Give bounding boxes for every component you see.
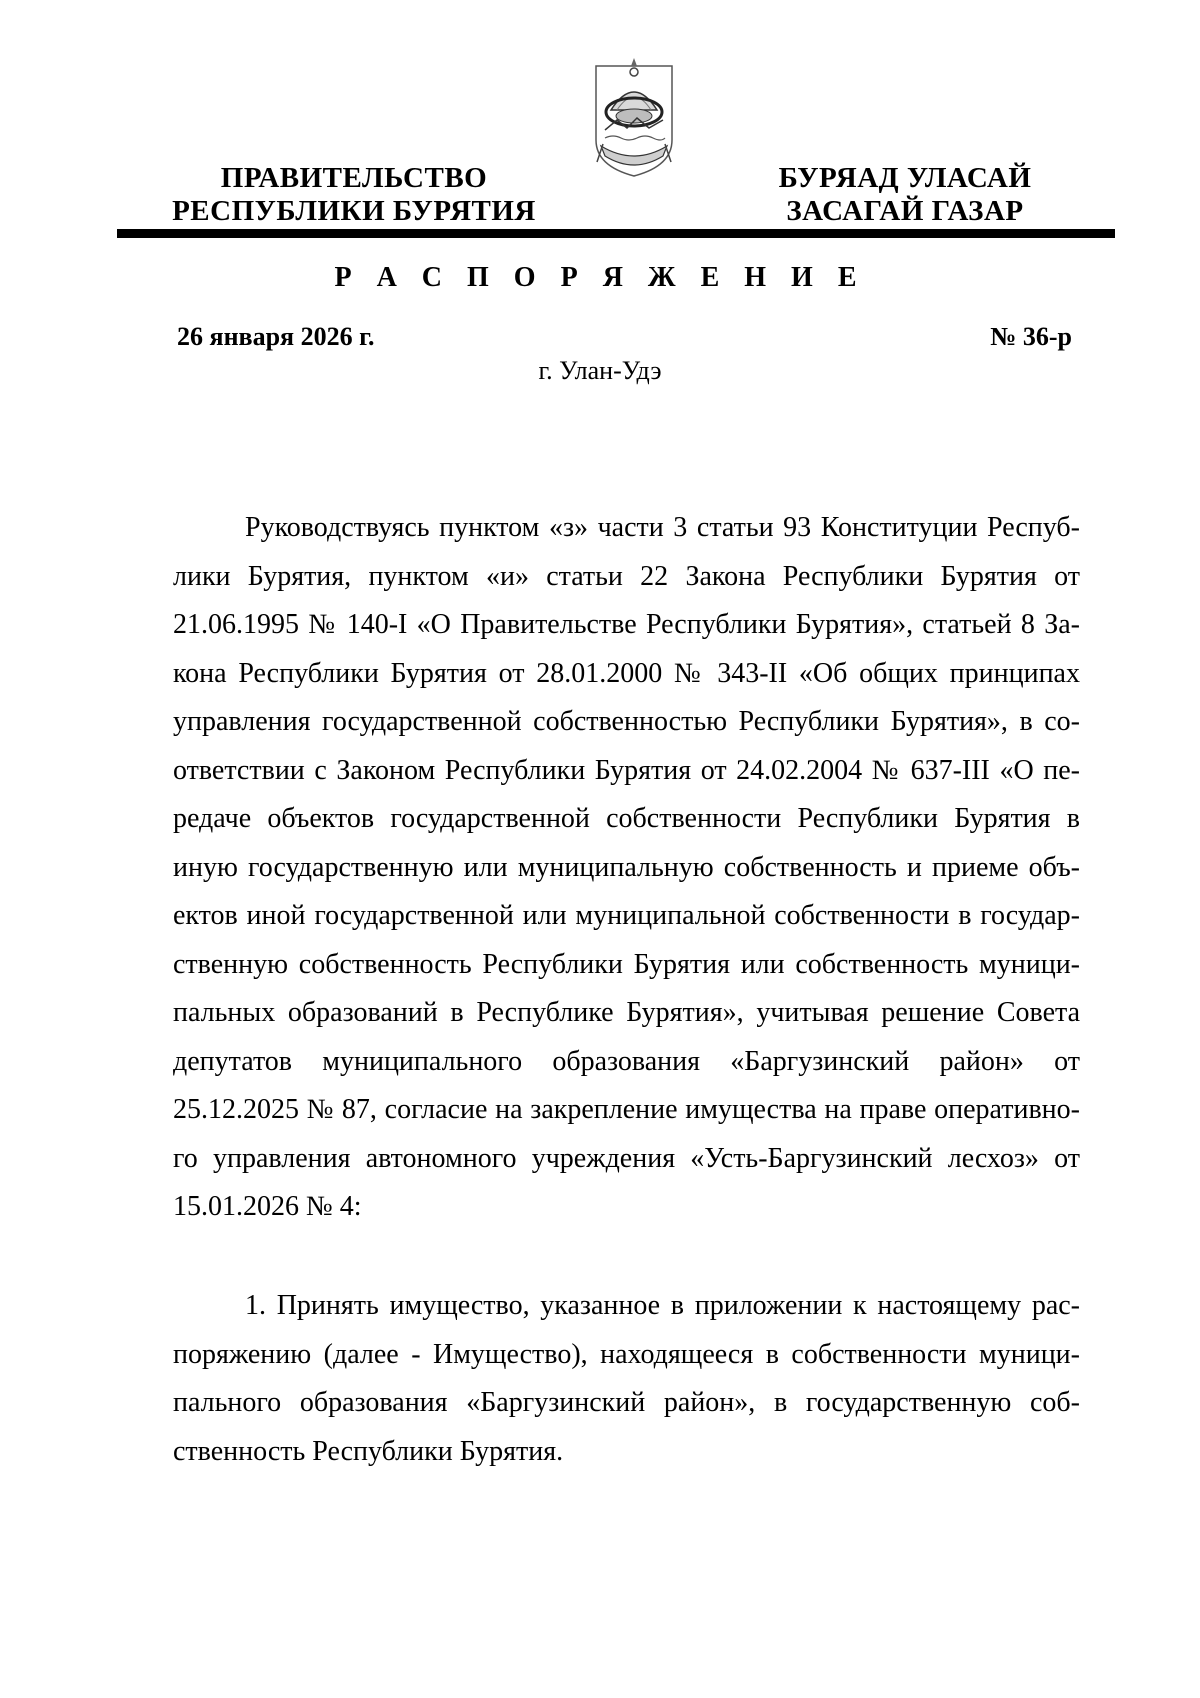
document-type-title: Р А С П О Р Я Ж Е Н И Е [334, 262, 866, 293]
document-number: № 36-р [990, 322, 1072, 351]
text-line: управления государственной собственностью Республики Бурятия», в со- [173, 706, 1080, 737]
org-left-line2: РЕСПУБЛИКИ БУРЯТИЯ [172, 195, 536, 227]
text-line: Руководствуясь пунктом «з» части 3 статьи 93 Конституции Респуб- [245, 512, 1080, 543]
text-line: лики Бурятия, пунктом «и» статьи 22 Закона Республики Бурятия от [173, 560, 1080, 592]
text-line: 21.06.1995 № 140-I «О Правительстве Республики Бурятия», статьей 8 За- [173, 609, 1080, 640]
document-city: г. Улан-Удэ [538, 356, 662, 385]
text-line: редаче объектов государственной собственности Республики Бурятия в [173, 803, 1080, 834]
text-line: пального образования «Баргузинский район», в государственную соб- [173, 1387, 1080, 1418]
text-line: ственную собственность Республики Бурятия или собственность муници- [173, 948, 1080, 980]
org-left-line1: ПРАВИТЕЛЬСТВО [220, 162, 488, 194]
document-date: 26 января 2026 г. [177, 322, 375, 351]
org-right-line1: БУРЯАД УЛАСАЙ [778, 162, 1032, 194]
header-divider [117, 229, 1115, 238]
text-line: го управления автономного учреждения «Усть-Баргузинский лесхоз» от [173, 1142, 1080, 1174]
text-line: 15.01.2026 № 4: [173, 1191, 362, 1222]
text-line: депутатов муниципального образования «Баргузинский район» от [173, 1045, 1080, 1077]
text-line: поряжению (далее - Имущество), находящееся в собственности муници- [173, 1338, 1080, 1370]
text-line: ственность Республики Бурятия. [173, 1435, 564, 1467]
text-line: 1. Принять имущество, указанное в приложении к настоящему рас- [245, 1290, 1080, 1321]
preamble-paragraph [173, 504, 1080, 1232]
coat-of-arms-icon [591, 54, 677, 178]
clause-1-paragraph [173, 1282, 1080, 1476]
organization-name-buryat [760, 162, 1050, 228]
text-line: ответствии с Законом Республики Бурятия от 24.02.2004 № 637-III «О пе- [173, 754, 1080, 786]
text-line: ектов иной государственной или муниципальной собственности в государ- [173, 900, 1080, 931]
text-line: пальных образований в Республике Бурятия», учитывая решение Совета [173, 997, 1080, 1028]
org-right-line2: ЗАСАГАЙ ГАЗАР [786, 195, 1024, 227]
text-line: кона Республики Бурятия от 28.01.2000 № 343-II «Об общих принципах [173, 657, 1080, 689]
organization-name-russian [172, 162, 536, 228]
text-line: 25.12.2025 № 87, согласие на закрепление имущества на праве оперативно- [173, 1094, 1080, 1125]
text-line: иную государственную или муниципальную собственность и приеме объ- [173, 851, 1080, 883]
